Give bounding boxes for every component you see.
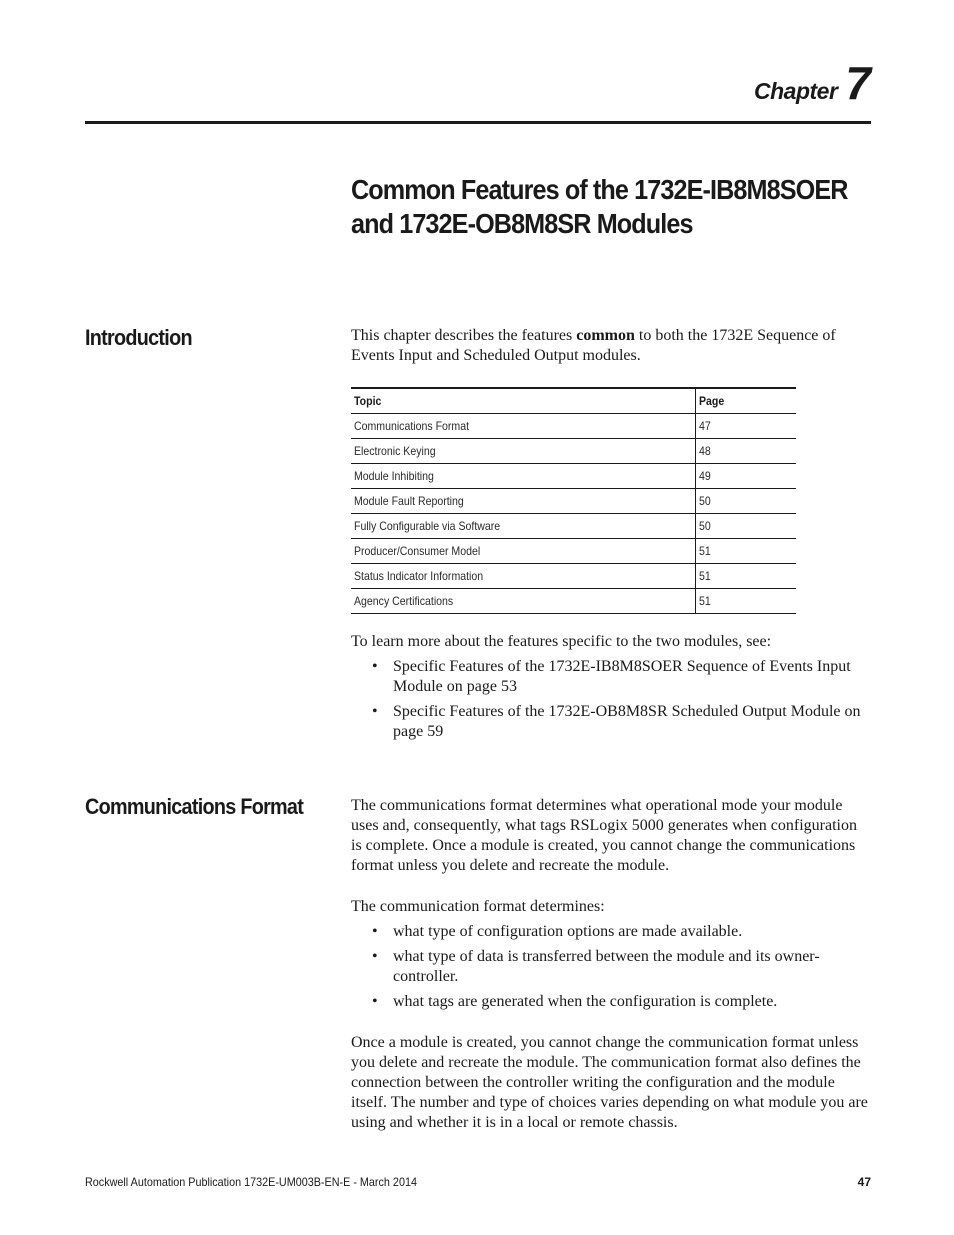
learn-more-list <box>351 657 871 747</box>
learn-more-paragraph: To learn more about the features specific to the two modules, see: <box>351 633 772 650</box>
table-row <box>351 439 796 464</box>
table-row <box>351 489 796 514</box>
chapter-rule <box>85 121 871 124</box>
table-row <box>351 564 796 589</box>
list-item: • Specific Features of the 1732E-IB8M8SOER Sequence of Events Input Module on page 53 <box>372 658 851 695</box>
footer-publication: Rockwell Automation Publication 1732E-UM003B-EN-E - March 2014 <box>85 1175 417 1189</box>
topic-table <box>351 387 796 614</box>
bullet-icon: • <box>372 993 378 1010</box>
table-row <box>351 539 796 564</box>
table-header-row <box>351 388 796 414</box>
bullet-icon: • <box>372 658 378 675</box>
introduction-heading: Introduction <box>85 325 192 350</box>
communications-format-list <box>351 922 831 1017</box>
list-item: • what type of data is transferred between the module and its owner-controller. <box>372 948 820 985</box>
chapter-label: Chapter <box>754 78 838 104</box>
list-item: • Specific Features of the 1732E-OB8M8SR Scheduled Output Module on page 59 <box>372 703 861 740</box>
topic-cell: Communications Format <box>351 414 696 439</box>
page-cell: 51 <box>696 539 797 564</box>
page-cell: 50 <box>696 514 797 539</box>
chapter-header <box>0 57 871 109</box>
column-header-page: Page <box>696 388 797 414</box>
topic-cell: Module Fault Reporting <box>351 489 696 514</box>
list-item: • what type of configuration options are made available. <box>372 923 743 940</box>
chapter-number: 7 <box>845 57 871 109</box>
page-cell: 51 <box>696 564 797 589</box>
topic-cell: Electronic Keying <box>351 439 696 464</box>
intro-text-bold: common <box>576 327 635 344</box>
topic-cell: Module Inhibiting <box>351 464 696 489</box>
topic-cell: Agency Certifications <box>351 589 696 614</box>
column-header-topic: Topic <box>351 388 696 414</box>
bullet-icon: • <box>372 703 378 720</box>
communications-format-paragraph-1: The communications format determines what operational mode your module uses and, consequently, what tags RSLogix 5000 generates when configuration is complete. Once a module is created, you cannot change the communications format unless you delete and recreate the module. <box>351 797 857 874</box>
page-cell: 49 <box>696 464 797 489</box>
intro-text-post: to both the 1732E Sequence of Events Input and Scheduled Output modules. <box>351 327 836 364</box>
page-cell: 51 <box>696 589 797 614</box>
footer-page-number: 47 <box>857 1175 871 1189</box>
introduction-paragraph <box>351 326 851 366</box>
table-row <box>351 514 796 539</box>
page-cell: 48 <box>696 439 797 464</box>
topic-cell: Producer/Consumer Model <box>351 539 696 564</box>
table-row <box>351 464 796 489</box>
topic-cell: Fully Configurable via Software <box>351 514 696 539</box>
chapter-title <box>351 173 855 241</box>
intro-text-pre: This chapter describes the features <box>351 327 577 344</box>
table-row <box>351 589 796 614</box>
page-cell: 50 <box>696 489 797 514</box>
list-item: • what tags are generated when the configuration is complete. <box>372 993 778 1010</box>
topic-cell: Status Indicator Information <box>351 564 696 589</box>
communications-format-paragraph-3: Once a module is created, you cannot change the communication format unless you delete and recreate the module. The communication format also defines the connection between the controller writing the configuration and the module itself. The number and type of choices varies depending on what module you are using and whether it is in a local or remote chassis. <box>351 1034 868 1131</box>
communications-format-heading: Communications Format <box>85 794 304 819</box>
bullet-icon: • <box>372 948 378 965</box>
chapter-title-line-2: and 1732E-OB8M8SR Modules <box>351 208 693 239</box>
table-row <box>351 414 796 439</box>
bullet-icon: • <box>372 923 378 940</box>
page-cell: 47 <box>696 414 797 439</box>
chapter-title-line-1: Common Features of the 1732E-IB8M8SOER <box>351 174 848 205</box>
communications-format-paragraph-2: The communication format determines: <box>351 898 605 915</box>
